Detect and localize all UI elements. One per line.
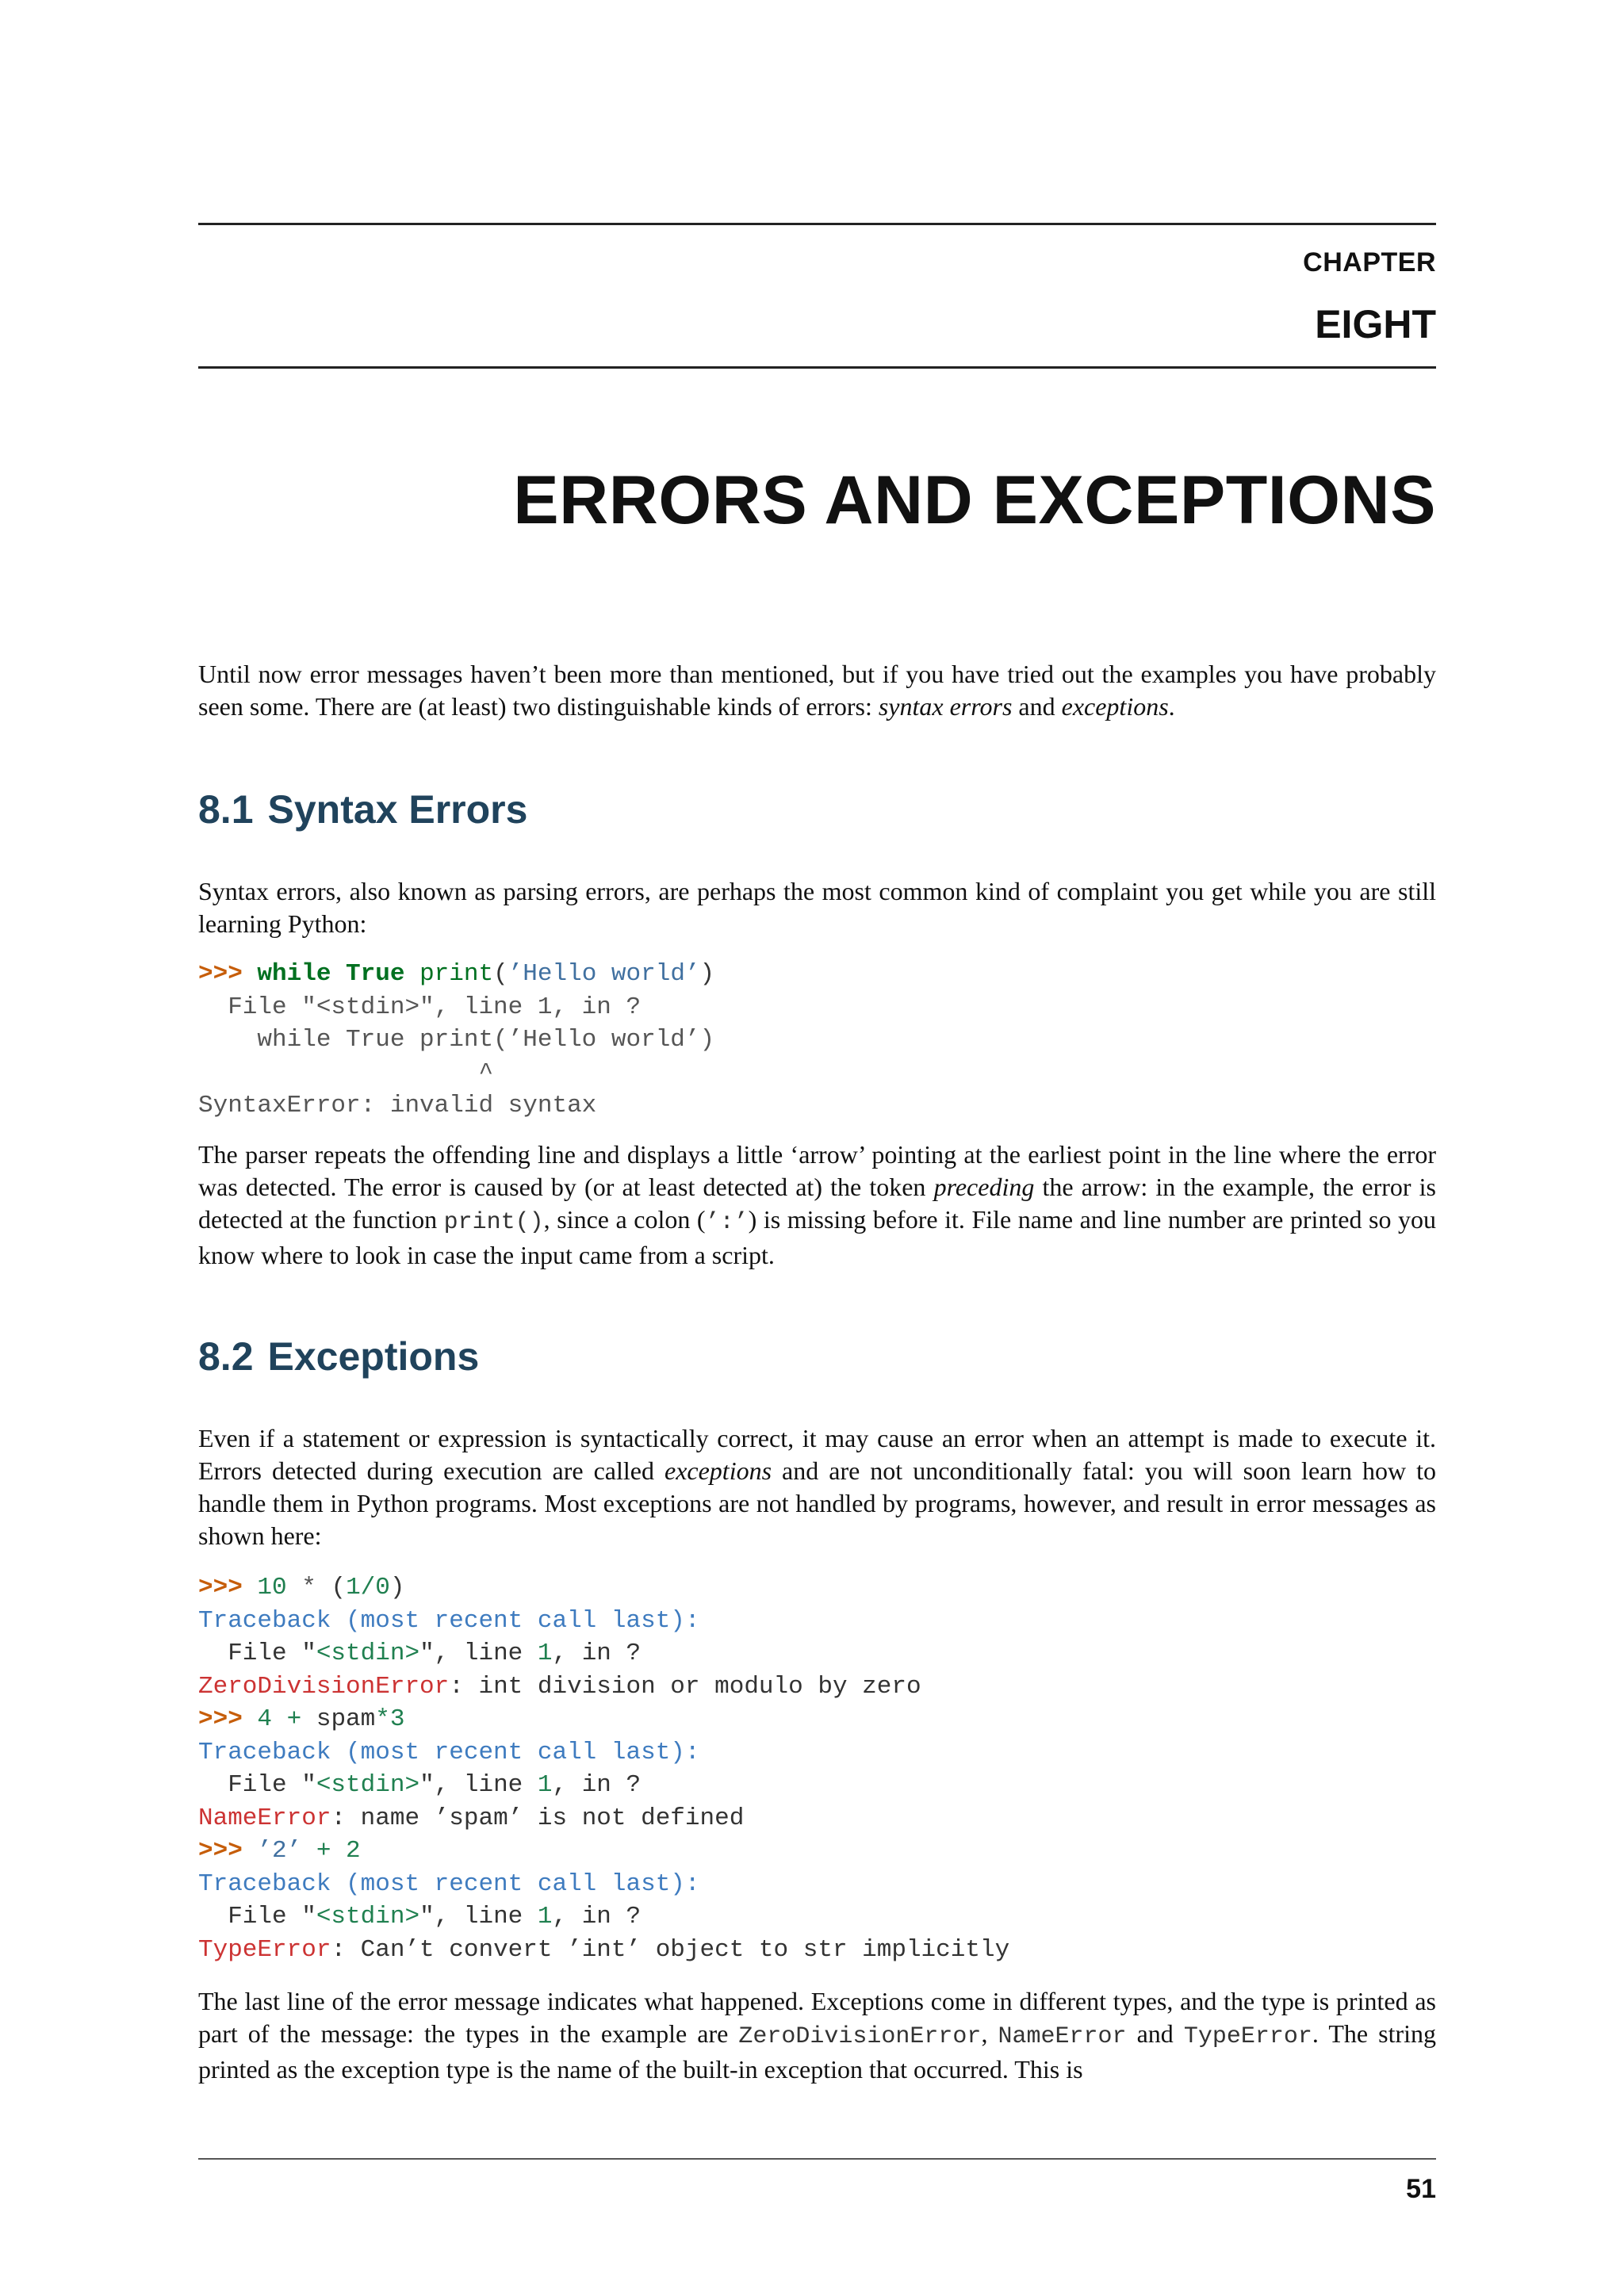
code-line: Traceback (most recent call last): xyxy=(198,1869,700,1898)
syntax-errors-paragraph: Syntax errors, also known as parsing errors, are perhaps the most common kind of complaint you get while you are still learning Python: xyxy=(198,877,1436,938)
code-line: File "<stdin>", line 1, in ? xyxy=(198,993,642,1021)
chapter-number: EIGHT xyxy=(1315,302,1436,346)
code-line: ZeroDivisionError: int division or modulo by zero xyxy=(198,1672,921,1701)
code-line: while True print(’Hello world’) xyxy=(198,1026,715,1054)
code-line: >>> 4 + spam*3 xyxy=(198,1705,405,1733)
exceptions-paragraph: Even if a statement or expression is syntactically correct, it may cause an error when an attempt is made to execute it. Errors detected during execution are called exceptions and are not unconditionally fatal: you will soon learn how to handle them in Python programs. Most exceptions are not handled by programs, however, and result in error messages as shown here: xyxy=(198,1424,1437,1550)
code-line: File "<stdin>", line 1, in ? xyxy=(198,1903,642,1931)
intro-paragraph: Until now error messages haven’t been more than mentioned, but if you have tried out the examples you have probably seen some. There are (at least) two distinguishable kinds of errors: syntax errors and exceptions. xyxy=(198,660,1436,721)
chapter-title: ERRORS AND EXCEPTIONS xyxy=(513,462,1436,538)
code-line: Traceback (most recent call last): xyxy=(198,1738,700,1766)
chapter-top-rule xyxy=(198,223,1436,225)
chapter-bottom-rule xyxy=(198,366,1436,369)
code-line: File "<stdin>", line 1, in ? xyxy=(198,1640,642,1667)
code-line: NameError: name ’spam’ is not defined xyxy=(198,1804,745,1832)
chapter-label: CHAPTER xyxy=(1303,247,1436,277)
code-line: TypeError: Can’t convert ’int’ object to str implicitly xyxy=(198,1935,1010,1964)
exception-types-paragraph: The last line of the error message indicates what happened. Exceptions come in different types, and the type is printed as part of the message: the types in the example are ZeroDivisionError, NameError and TypeError. The string printed as the exception type is the name of the built-in exception that occurred. This is xyxy=(198,1987,1437,2084)
parser-explanation-paragraph: The parser repeats the offending line and displays a little ‘arrow’ pointing at the earliest point in the line where the error was detected. The error is caused by (or at least detected at) the token preceding the arrow: in the example, the error is detected at the function print(), since a colon (’:’) is missing before it. File name and line number are printed so you know where to look in case the input came from a script. xyxy=(198,1140,1437,1269)
section-heading-syntax-errors: 8.1 Syntax Errors xyxy=(198,787,528,832)
code-line: File "<stdin>", line 1, in ? xyxy=(198,1771,642,1799)
code-line: ^ xyxy=(198,1058,494,1087)
code-line: >>> while True print(’Hello world’) xyxy=(198,960,715,988)
code-line: Traceback (most recent call last): xyxy=(198,1606,700,1635)
code-line: >>> 10 * (1/0) xyxy=(198,1574,405,1601)
code-block-syntax-error xyxy=(198,958,1436,1123)
code-block-exceptions xyxy=(198,1571,1436,1966)
code-line: SyntaxError: invalid syntax xyxy=(198,1092,597,1119)
footer-rule xyxy=(198,2158,1436,2160)
page-number: 51 xyxy=(1406,2174,1436,2204)
code-line: >>> ’2’ + 2 xyxy=(198,1837,361,1865)
section-heading-exceptions: 8.2 Exceptions xyxy=(198,1334,480,1379)
